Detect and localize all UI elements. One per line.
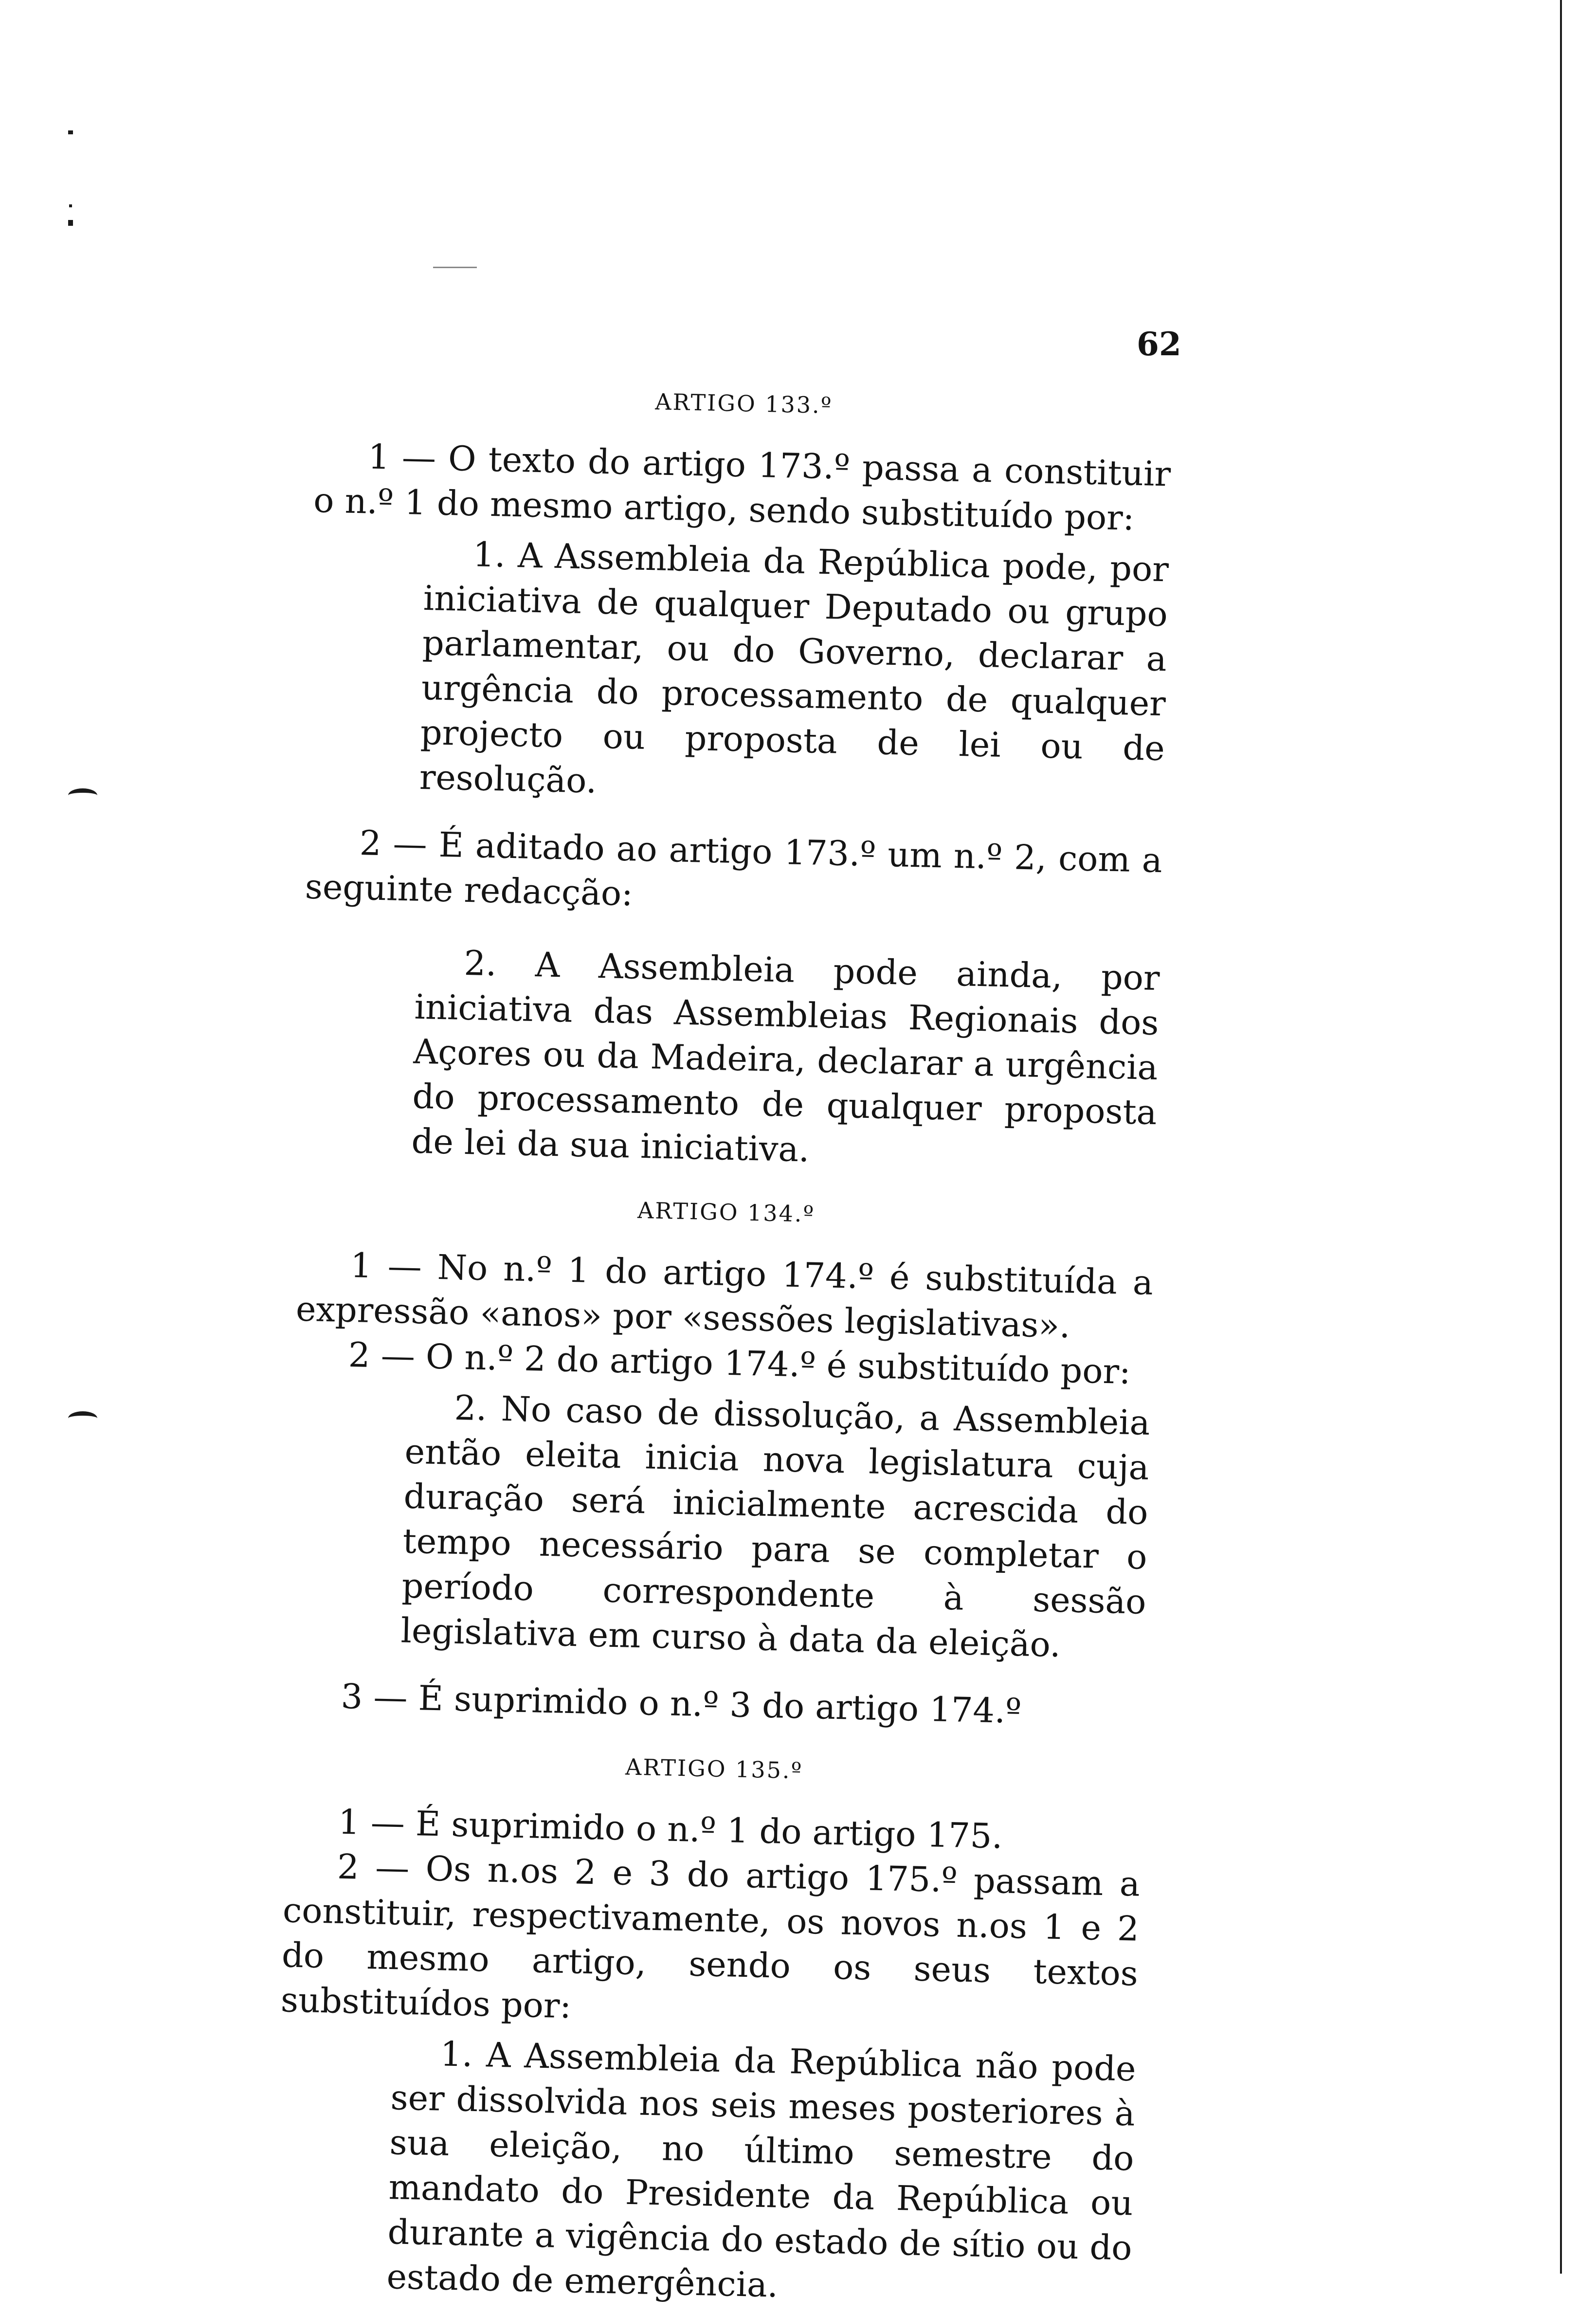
paragraph: 1 — O texto do artigo 173.º passa a constituir o n.º 1 do mesmo artigo, sendo substituído por: (313, 437, 1171, 538)
paragraph: 1 — No n.º 1 do artigo 174.º é substituída a expressão «anos» por «sessões legislativas». (295, 1245, 1154, 1346)
scan-artifact-arc (68, 788, 97, 802)
paragraph: 3 — É suprimido o n.º 3 do artigo 174.º (340, 1676, 1022, 1732)
scan-artifact-arc (68, 1411, 97, 1425)
scan-speck (69, 204, 72, 207)
quoted-paragraph: 2. A Assembleia pode ainda, por iniciativa das Assembleias Regionais dos Açores ou da Madeira, declarar a urgência do processamento de qualquer proposta de lei da sua iniciativa. (411, 943, 1161, 1170)
article-heading: ARTIGO 135.º (625, 1753, 803, 1784)
quoted-paragraph: 1. A Assembleia da República pode, por iniciativa de qualquer Deputado ou grupo parlamentar, ou do Governo, declarar a urgência do processamento de qualquer projecto ou proposta de lei ou de resolução. (419, 534, 1169, 801)
paragraph: 2 — Os n.os 2 e 3 do artigo 175.º passam a constituir, respectivamente, os novos n.os 1 e 2 do mesmo artigo, sendo os seus textos substituídos por: (280, 1846, 1141, 2026)
paragraph: 1 — É suprimido o n.º 1 do artigo 175. (338, 1802, 1003, 1857)
quoted-paragraph: 2. No caso de dissolução, a Assembleia então eleita inicia nova legislatura cuja duração será inicialmente acrescida do tempo necessário para se completar o período correspondente à sessão legislativa em curso à data da eleição. (400, 1387, 1151, 1665)
quoted-paragraph: 1. A Assembleia da República não pode ser dissolvida nos seis meses posteriores à sua eleição, no último semestre do mandato do Presidente da República ou durante a vigência do estado de sítio ou do estado de emergência. (386, 2034, 1137, 2305)
article-heading: ARTIGO 134.º (637, 1197, 816, 1227)
page-edge-line (1560, 0, 1562, 2274)
scan-speck (68, 220, 73, 226)
page-number: 62 (1137, 325, 1181, 363)
paragraph: 2 — É aditado ao artigo 173.º um n.º 2, com a seguinte redacção: (305, 823, 1163, 914)
document-body (274, 375, 1173, 2315)
article-heading: ARTIGO 133.º (654, 388, 833, 419)
paragraph: 2 — O n.º 2 do artigo 174.º é substituído por: (348, 1334, 1131, 1392)
scan-speck (68, 130, 73, 134)
scan-speck (433, 267, 477, 268)
